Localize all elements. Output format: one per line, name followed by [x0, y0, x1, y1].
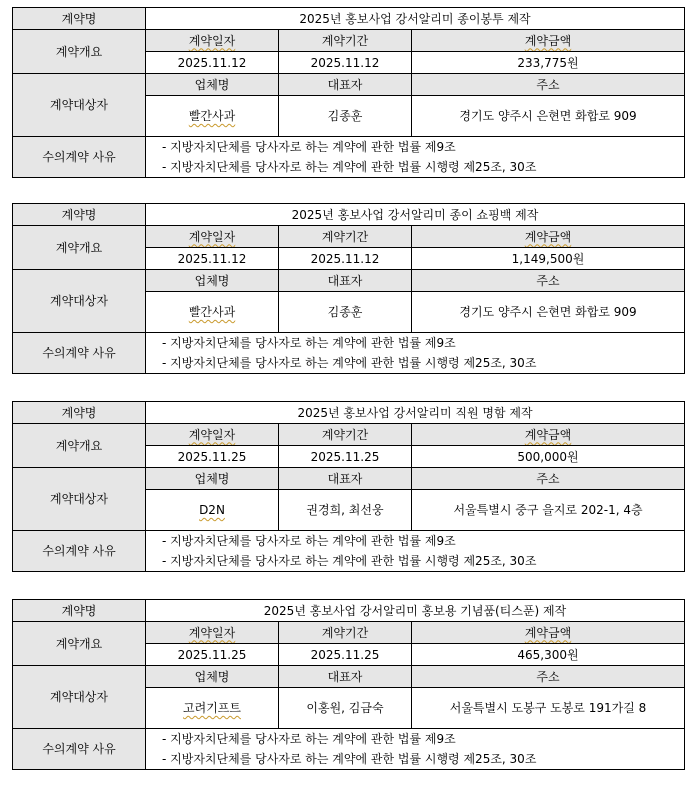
contract-date: 2025.11.12	[146, 248, 279, 270]
reason-line: - 지방자치단체를 당사자로 하는 계약에 관한 법률 시행령 제25조, 30조	[162, 160, 537, 174]
contract-date: 2025.11.25	[146, 644, 279, 666]
contract-period-label: 계약기간	[279, 226, 412, 248]
contract-title: 2025년 홍보사업 강서알리미 직원 명함 제작	[146, 402, 685, 424]
private-reason	[146, 333, 685, 374]
reason-line: - 지방자치단체를 당사자로 하는 계약에 관한 법률 제9조	[162, 140, 456, 154]
contract-period: 2025.11.25	[279, 644, 412, 666]
address-label: 주소	[412, 468, 685, 490]
contract-title: 2025년 홍보사업 강서알리미 종이봉투 제작	[146, 8, 685, 30]
contract-block	[12, 401, 684, 572]
reason-row	[13, 531, 685, 572]
reason-row	[13, 729, 685, 770]
private-reason	[146, 729, 685, 770]
contract-table	[12, 599, 685, 770]
address: 서울특별시 도봉구 도봉로 191가길 8	[412, 688, 685, 729]
contract-period: 2025.11.12	[279, 52, 412, 74]
contract-amount-label	[412, 622, 685, 644]
reason-line: - 지방자치단체를 당사자로 하는 계약에 관한 법률 시행령 제25조, 30조	[162, 554, 537, 568]
overview-header-row	[13, 30, 685, 52]
representative: 김종훈	[279, 292, 412, 333]
company-name	[146, 96, 279, 137]
counterparty-header-row	[13, 74, 685, 96]
contract-block	[12, 203, 684, 374]
address: 경기도 양주시 은현면 화합로 909	[412, 96, 685, 137]
overview-label: 계약개요	[13, 30, 146, 74]
representative: 김종훈	[279, 96, 412, 137]
contract-title: 2025년 홍보사업 강서알리미 종이 쇼핑백 제작	[146, 204, 685, 226]
overview-label: 계약개요	[13, 226, 146, 270]
company-name-label: 업체명	[146, 666, 279, 688]
contract-amount: 465,300원	[412, 644, 685, 666]
company-name	[146, 490, 279, 531]
representative-label: 대표자	[279, 468, 412, 490]
overview-label: 계약개요	[13, 424, 146, 468]
private-reason-label: 수의계약 사유	[13, 729, 146, 770]
counterparty-header-row	[13, 666, 685, 688]
address-label: 주소	[412, 666, 685, 688]
counterparty-label: 계약대상자	[13, 270, 146, 333]
contract-table	[12, 7, 685, 178]
address: 경기도 양주시 은현면 화합로 909	[412, 292, 685, 333]
counterparty-label: 계약대상자	[13, 666, 146, 729]
contract-amount-label-text: 계약금액	[524, 427, 572, 442]
company-name-text: 고려기프트	[183, 701, 241, 715]
company-name-text: D2N	[199, 503, 225, 517]
address: 서울특별시 중구 을지로 202-1, 4층	[412, 490, 685, 531]
company-name-text: 빨간사과	[188, 305, 236, 319]
contract-amount: 1,149,500원	[412, 248, 685, 270]
contract-name-label: 계약명	[13, 8, 146, 30]
contract-title: 2025년 홍보사업 강서알리미 홍보용 기념품(티스푼) 제작	[146, 600, 685, 622]
contract-date-label	[146, 30, 279, 52]
contract-table	[12, 203, 685, 374]
contract-amount: 233,775원	[412, 52, 685, 74]
representative-label: 대표자	[279, 666, 412, 688]
title-row	[13, 8, 685, 30]
contract-block	[12, 599, 684, 770]
contract-period: 2025.11.12	[279, 248, 412, 270]
contract-name-label: 계약명	[13, 204, 146, 226]
contract-period-label: 계약기간	[279, 30, 412, 52]
counterparty-header-row	[13, 270, 685, 292]
contract-period: 2025.11.25	[279, 446, 412, 468]
company-name	[146, 688, 279, 729]
contract-amount: 500,000원	[412, 446, 685, 468]
reason-row	[13, 333, 685, 374]
company-name-label: 업체명	[146, 468, 279, 490]
reason-line: - 지방자치단체를 당사자로 하는 계약에 관한 법률 제9조	[162, 336, 456, 350]
contract-date-label	[146, 424, 279, 446]
overview-label: 계약개요	[13, 622, 146, 666]
representative: 이홍원, 김금숙	[279, 688, 412, 729]
private-reason-label: 수의계약 사유	[13, 333, 146, 374]
reason-line: - 지방자치단체를 당사자로 하는 계약에 관한 법률 제9조	[162, 534, 456, 548]
contract-amount-label	[412, 30, 685, 52]
contract-name-label: 계약명	[13, 402, 146, 424]
representative-label: 대표자	[279, 74, 412, 96]
contract-date-label-text: 계약일자	[188, 229, 236, 244]
contract-period-label: 계약기간	[279, 622, 412, 644]
private-reason-label: 수의계약 사유	[13, 531, 146, 572]
company-name-label: 업체명	[146, 74, 279, 96]
contract-amount-label-text: 계약금액	[524, 229, 572, 244]
contract-date: 2025.11.12	[146, 52, 279, 74]
representative-label: 대표자	[279, 270, 412, 292]
contract-date-label	[146, 622, 279, 644]
contract-period-label: 계약기간	[279, 424, 412, 446]
overview-header-row	[13, 622, 685, 644]
address-label: 주소	[412, 270, 685, 292]
private-reason-label: 수의계약 사유	[13, 137, 146, 178]
contract-date-label-text: 계약일자	[188, 33, 236, 48]
counterparty-label: 계약대상자	[13, 74, 146, 137]
counterparty-header-row	[13, 468, 685, 490]
counterparty-label: 계약대상자	[13, 468, 146, 531]
contract-block	[12, 7, 684, 178]
company-name-label: 업체명	[146, 270, 279, 292]
private-reason	[146, 137, 685, 178]
title-row	[13, 402, 685, 424]
reason-line: - 지방자치단체를 당사자로 하는 계약에 관한 법률 제9조	[162, 732, 456, 746]
contract-amount-label-text: 계약금액	[524, 33, 572, 48]
overview-header-row	[13, 226, 685, 248]
contract-date-label	[146, 226, 279, 248]
private-reason	[146, 531, 685, 572]
contract-table	[12, 401, 685, 572]
contract-date: 2025.11.25	[146, 446, 279, 468]
title-row	[13, 600, 685, 622]
contract-amount-label	[412, 226, 685, 248]
reason-row	[13, 137, 685, 178]
overview-header-row	[13, 424, 685, 446]
reason-line: - 지방자치단체를 당사자로 하는 계약에 관한 법률 시행령 제25조, 30조	[162, 356, 537, 370]
company-name-text: 빨간사과	[188, 109, 236, 123]
company-name	[146, 292, 279, 333]
title-row	[13, 204, 685, 226]
reason-line: - 지방자치단체를 당사자로 하는 계약에 관한 법률 시행령 제25조, 30조	[162, 752, 537, 766]
contract-date-label-text: 계약일자	[188, 427, 236, 442]
contract-name-label: 계약명	[13, 600, 146, 622]
contract-date-label-text: 계약일자	[188, 625, 236, 640]
contract-amount-label-text: 계약금액	[524, 625, 572, 640]
representative: 권경희, 최선웅	[279, 490, 412, 531]
address-label: 주소	[412, 74, 685, 96]
contract-amount-label	[412, 424, 685, 446]
